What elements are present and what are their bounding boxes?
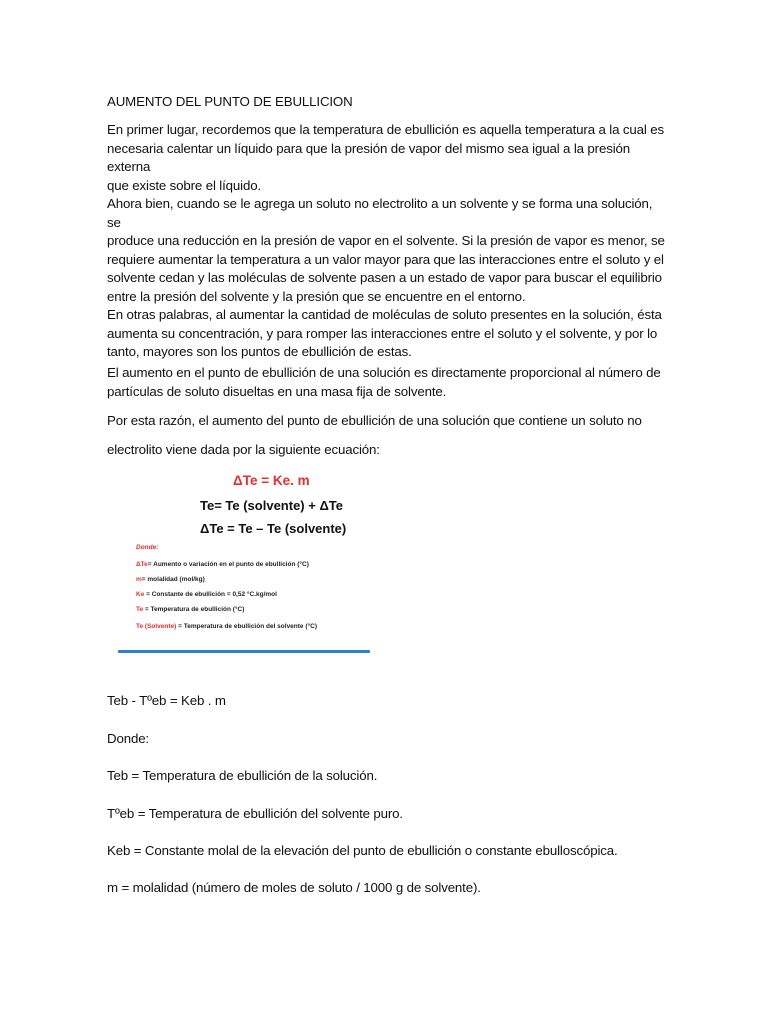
definition-text: = molalidad (mol/kg) bbox=[141, 576, 205, 583]
definition-key: m bbox=[136, 576, 142, 583]
equation-figure bbox=[107, 470, 407, 660]
paragraph-equation-intro: electrolito viene dada por la siguiente ecuación: bbox=[107, 442, 380, 457]
definition-toeb: Tºeb = Temperatura de ebullición del solvente puro. bbox=[107, 806, 403, 821]
definition-item bbox=[136, 623, 317, 630]
equation-keb: Teb - Tºeb = Keb . m bbox=[107, 693, 226, 708]
definition-m: m = molalidad (número de moles de soluto / 1000 g de solvente). bbox=[107, 880, 481, 895]
definition-key: Ke bbox=[136, 591, 145, 598]
paragraph-intro: En primer lugar, recordemos que la temperatura de ebullición es aquella temperatura a la cual es necesaria calentar un líquido para que la presión de vapor del mismo sea igual a la presión externa que existe sobre el líquido. bbox=[107, 122, 664, 193]
paragraph-explanation: Ahora bien, cuando se le agrega un soluto no electrolito a un solvente y se forma una solución, se produce una reducción en la presión de vapor en el solvente. Si la presión de vapor es menor, se requiere aumentar la temperatura a un valor mayor para que las interacciones entre el soluto y el solvente cedan y las moléculas de solvente pasen a un estado de vapor para buscar el equilibrio entre la presión del solvente y la presión que se encuentre en el entorno. En otras palabras, al aumentar la cantidad de moléculas de soluto presentes en la solución, ésta aumenta su concentración, y para romper las interacciones entre el soluto y el solvente, y por lo tanto, mayores son los puntos de ebullición de estas. bbox=[107, 196, 665, 359]
equation-te: Te= Te (solvente) + ΔTe bbox=[200, 498, 343, 513]
definitions-heading: Donde: bbox=[136, 544, 159, 551]
definition-text: = Temperatura de ebullición del solvente (°C) bbox=[176, 623, 317, 630]
definition-key: Te bbox=[136, 606, 144, 613]
definition-keb: Keb = Constante molal de la elevación del punto de ebullición o constante ebulloscópica. bbox=[107, 843, 618, 858]
definition-item bbox=[136, 591, 277, 598]
definition-key: Te (Solvente) bbox=[136, 623, 177, 630]
definition-text: = Temperatura de ebullición (°C) bbox=[143, 606, 245, 613]
definition-item bbox=[136, 561, 309, 568]
equation-delta-te: ΔTe = Te – Te (solvente) bbox=[200, 521, 347, 536]
donde-label: Donde: bbox=[107, 731, 149, 746]
definition-item bbox=[136, 606, 244, 613]
definition-text: = Aumento o variación en el punto de ebullición (°C) bbox=[147, 561, 309, 568]
figure-divider-line bbox=[118, 650, 370, 653]
document-title: AUMENTO DEL PUNTO DE EBULLICION bbox=[107, 94, 353, 109]
paragraph-proportional: El aumento en el punto de ebullición de una solución es directamente proporcional al número de partículas de soluto disueltas en una masa fija de solvente. bbox=[107, 365, 661, 399]
definition-text: = Constante de ebullición = 0,52 °C.kg/mol bbox=[144, 591, 277, 598]
definition-teb: Teb = Temperatura de ebullición de la solución. bbox=[107, 768, 378, 783]
equation-main: ΔTe = Ke. m bbox=[233, 473, 310, 488]
definition-item bbox=[136, 576, 205, 583]
paragraph-reason: Por esta razón, el aumento del punto de ebullición de una solución que contiene un soluto no bbox=[107, 413, 642, 428]
definition-key: ΔTe bbox=[136, 561, 148, 568]
